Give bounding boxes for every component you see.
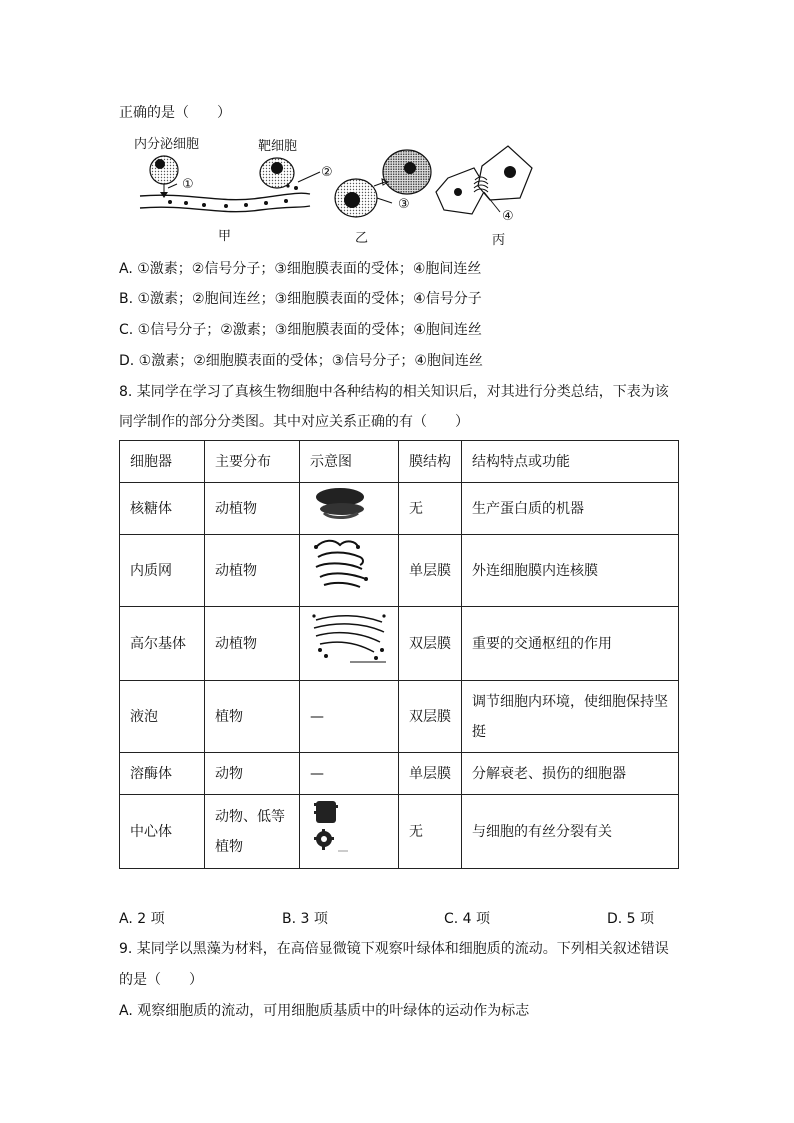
q7-stem-tail: 正确的是（ ） (119, 105, 231, 121)
q9-option-a: A. 观察细胞质的流动，可用细胞质基质中的叶绿体的运动作为标志 (119, 1003, 530, 1019)
endocrine-cell (150, 156, 178, 184)
th-organelle: 细胞器 (120, 441, 205, 483)
table-row (120, 753, 679, 795)
q8-stem-line2: 同学制作的部分分类图。其中对应关系正确的有（ ） (119, 414, 469, 430)
cell-membrane: 无 (399, 483, 462, 535)
cell-dist: 动物 (205, 753, 300, 795)
cell-img (300, 795, 399, 869)
cell-name: 内质网 (120, 535, 205, 607)
cell-dist-line1: 动物、低等 (215, 808, 285, 825)
cell-membrane: 无 (399, 795, 462, 869)
label-yi: 乙 (355, 231, 369, 246)
q8-option-a: A. 2 项 (119, 911, 165, 927)
label-target-cell: 靶细胞 (258, 139, 298, 154)
centrosome-icon (310, 797, 350, 855)
mark-2: ② (321, 165, 333, 180)
mark-4: ④ (502, 209, 514, 224)
label-endocrine-cell: 内分泌细胞 (134, 137, 200, 152)
q8-stem-line1: 8. 某同学在学习了真核生物细胞中各种结构的相关知识后，对其进行分类总结，下表为该 (119, 384, 669, 400)
cell-name: 中心体 (120, 795, 205, 869)
cell-func (462, 681, 679, 753)
th-diagram: 示意图 (300, 441, 399, 483)
cell-signaling-figure (130, 128, 550, 252)
cell-func: 生产蛋白质的机器 (462, 483, 679, 535)
q8-option-b: B. 3 项 (282, 911, 328, 927)
golgi-icon (310, 610, 388, 666)
cell-membrane: 单层膜 (399, 535, 462, 607)
q7-option-a: A. ①激素；②信号分子；③细胞膜表面的受体；④胞间连丝 (119, 261, 482, 277)
th-function: 结构特点或功能 (462, 441, 679, 483)
cell-func: 与细胞的有丝分裂有关 (462, 795, 679, 869)
cell-dist: 动植物 (205, 535, 300, 607)
cell-img (300, 535, 399, 607)
cell-img-dash: — (300, 753, 399, 795)
organelle-table (119, 440, 679, 869)
target-nucleus (271, 162, 283, 174)
cell-img-dash: — (300, 681, 399, 753)
cell-dist: 动植物 (205, 607, 300, 681)
mark-1: ① (182, 177, 194, 192)
q8-option-c: C. 4 项 (444, 911, 491, 927)
cell-membrane: 单层膜 (399, 753, 462, 795)
table-header-row (120, 441, 679, 483)
cell-name: 液泡 (120, 681, 205, 753)
q9-stem-line1: 9. 某同学以黑藻为材料，在高倍显微镜下观察叶绿体和细胞质的流动。下列相关叙述错误 (119, 941, 669, 957)
cell-dist (205, 795, 300, 869)
cell-func-line1: 调节细胞内环境，使细胞保持坚 (472, 693, 668, 710)
table-row (120, 535, 679, 607)
cell-membrane: 双层膜 (399, 607, 462, 681)
cell-membrane: 双层膜 (399, 681, 462, 753)
ribosome-icon (310, 483, 370, 523)
cell-dist: 动植物 (205, 483, 300, 535)
cell-img (300, 607, 399, 681)
endocrine-nucleus (155, 159, 165, 169)
q8-option-d: D. 5 项 (607, 911, 655, 927)
th-distribution: 主要分布 (205, 441, 300, 483)
q7-option-b: B. ①激素；②胞间连丝；③细胞膜表面的受体；④信号分子 (119, 291, 482, 307)
cell-func-line2: 挺 (472, 723, 486, 740)
mark-3: ③ (398, 197, 410, 212)
q7-option-c: C. ①信号分子；②激素；③细胞膜表面的受体；④胞间连丝 (119, 322, 482, 338)
table-row (120, 681, 679, 753)
th-membrane: 膜结构 (399, 441, 462, 483)
cell-dist-line2: 植物 (215, 838, 243, 855)
label-bing: 丙 (492, 233, 506, 248)
label-jia: 甲 (218, 229, 232, 244)
cell-name: 高尔基体 (120, 607, 205, 681)
cell-name: 核糖体 (120, 483, 205, 535)
table-row (120, 607, 679, 681)
cell-func: 外连细胞膜内连核膜 (462, 535, 679, 607)
q9-stem-line2: 的是（ ） (119, 972, 203, 988)
cell-func: 重要的交通枢纽的作用 (462, 607, 679, 681)
q8-options (119, 908, 679, 930)
cell-dist: 植物 (205, 681, 300, 753)
table-row (120, 483, 679, 535)
q7-option-d: D. ①激素；②细胞膜表面的受体；③信号分子；④胞间连丝 (119, 353, 483, 369)
cell-img (300, 483, 399, 535)
er-icon (310, 537, 376, 593)
table-row (120, 795, 679, 869)
cell-func: 分解衰老、损伤的细胞器 (462, 753, 679, 795)
cell-name: 溶酶体 (120, 753, 205, 795)
